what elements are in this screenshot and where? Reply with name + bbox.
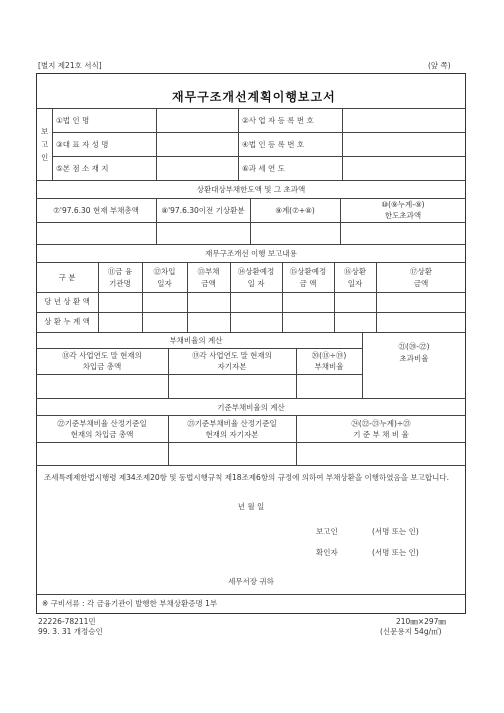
header-equity-2: 자기자본 xyxy=(217,362,247,371)
page-title: 재무구조개선계획이행보고서 xyxy=(172,90,336,104)
divider xyxy=(36,442,466,443)
divider xyxy=(36,594,466,595)
divider xyxy=(250,198,251,244)
divider xyxy=(362,332,363,398)
header-total-debt: ⑦'97.6.30 현재 부채총액 xyxy=(53,206,139,215)
divider xyxy=(36,415,466,416)
header-base-equity-1: ㉓기준부채비율 산정기준일 xyxy=(187,419,277,428)
label-tax-year: ⑥과 세 연 도 xyxy=(242,164,285,173)
divider xyxy=(36,348,362,349)
report-date: 년 월 일 xyxy=(237,502,265,511)
divider xyxy=(36,312,466,313)
reporter-signature-label: 보고인 xyxy=(316,527,338,536)
divider xyxy=(238,108,239,180)
divider xyxy=(36,332,466,333)
header-base-ratio-2: 기 준 부 채 비 율 xyxy=(353,430,409,439)
section-debt-ratio-title: 부채비율의 계산 xyxy=(169,336,223,345)
reporter-signature-note: (서명 또는 인) xyxy=(372,527,419,536)
label-head-office: ⑤본 점 소 재 지 xyxy=(56,164,109,173)
section-debt-limit-title: 상환대상부채한도액 및 그 초과액 xyxy=(196,185,306,194)
header-debt-amount-1: ⑬부채 xyxy=(197,267,220,276)
divider xyxy=(36,262,466,263)
header-prior-repaid: ⑧'97.6.30이전 기상환분 xyxy=(161,206,245,215)
paper-spec: (신문용지 54g/㎡) xyxy=(380,627,442,636)
form-code: 22226-78211민 xyxy=(38,617,96,626)
header-total-borrowings-2: 차입금 총액 xyxy=(82,362,122,371)
row-current-year-repayment: 당 년 상 환 액 xyxy=(44,297,90,306)
recipient: 세무서장 귀하 xyxy=(228,577,274,586)
header-category: 구 분 xyxy=(58,273,76,282)
header-repay-amount-1: ⑰상환 xyxy=(410,267,432,276)
reporter-label-1: 보 xyxy=(41,127,49,136)
confirmer-signature-label: 확인자 xyxy=(316,548,338,557)
label-company-name: ①법 인 명 xyxy=(56,116,90,125)
divider xyxy=(36,108,466,109)
row-cumulative-repayment: 상 환 누 계 액 xyxy=(44,317,90,326)
header-excess-limit: 한도초과액 xyxy=(384,211,422,220)
divider xyxy=(36,292,466,293)
label-representative: ③대 표 자 성 명 xyxy=(56,140,109,149)
label-corp-reg-no: ④법 인 등 록 번 호 xyxy=(242,140,305,149)
divider xyxy=(36,465,466,466)
header-plan-amount-1: ⑮상환예정 xyxy=(289,267,327,276)
divider xyxy=(36,244,466,245)
header-plan-date-2: 일 자 xyxy=(247,279,265,288)
divider xyxy=(156,108,157,180)
header-debt-ratio-2: 부채비율 xyxy=(314,362,344,371)
header-base-ratio-1: ㉔(㉒-㉓누계)÷㉓ xyxy=(351,419,411,428)
header-plan-date-1: ⑭상환예정 xyxy=(237,267,275,276)
header-excess-ratio-1: ㉑(⑳-㉒) xyxy=(398,342,430,351)
header-debt-amount-2: 금액 xyxy=(201,279,216,288)
header-repay-date-1: ⑯상환 xyxy=(344,267,366,276)
report-statement: 조세특례제한법시행령 제34조제20항 및 동법시행규칙 제18조제6항의 규정에 의하여 부채상환을 이행하였음을 보고합니다. xyxy=(44,473,449,482)
header-excess-ratio-2: 초과비율 xyxy=(399,354,429,363)
header-repay-amount-2: 금액 xyxy=(413,279,429,288)
header-base-equity-2: 현재의 자기자본 xyxy=(205,430,259,439)
reporter-label-3: 인 xyxy=(41,153,49,162)
header-base-borrowings-1: ㉒기준부채비율 산정기준일 xyxy=(57,419,147,428)
divider xyxy=(156,198,157,244)
page-side-label: (앞 쪽) xyxy=(428,61,451,70)
paper-size: 210㎜×297㎜ xyxy=(396,617,446,626)
header-plan-amount-2: 금 액 xyxy=(299,279,317,288)
approval-date: 99. 3. 31 개정승인 xyxy=(38,627,103,636)
attachment-note: ※ 구비서류 : 각 금융기관이 발행한 부채상환증명 1부 xyxy=(42,599,218,608)
header-equity-1: ⑲각 사업연도 말 현재의 xyxy=(192,351,272,360)
header-sum: ⑨계(⑦+⑧) xyxy=(275,206,315,215)
divider xyxy=(342,108,343,180)
divider xyxy=(36,374,362,375)
header-excess-limit-formula: ⑩(⑨누계-⑨) xyxy=(381,200,425,209)
divider xyxy=(36,398,466,399)
header-repay-date-2: 일자 xyxy=(347,279,363,288)
divider xyxy=(52,108,53,180)
confirmer-signature-note: (서명 또는 인) xyxy=(372,548,419,557)
divider xyxy=(36,222,466,223)
header-institution-1: ⑪금 융 xyxy=(107,267,133,276)
header-base-borrowings-2: 현재의 차입금 총액 xyxy=(70,430,134,439)
header-borrow-date-2: 일자 xyxy=(157,279,172,288)
reporter-label-2: 고 xyxy=(41,140,49,149)
divider xyxy=(36,180,466,181)
header-borrow-date-1: ⑫차입 xyxy=(153,267,176,276)
label-business-reg-no: ②사 업 자 등 록 번 호 xyxy=(242,116,314,125)
section-base-ratio-title: 기준부채비율의 계산 xyxy=(217,403,285,412)
section-performance-title: 재무구조개선 이행 보고내용 xyxy=(205,249,297,258)
header-total-borrowings-1: ⑱각 사업연도 말 현재의 xyxy=(62,351,142,360)
divider xyxy=(52,156,466,157)
header-institution-2: 기관명 xyxy=(109,279,131,288)
divider xyxy=(36,198,466,199)
form-number: [별지 제21호 서식] xyxy=(38,61,102,70)
header-debt-ratio-1: ⑳(⑱÷⑲) xyxy=(311,351,347,360)
divider xyxy=(52,132,466,133)
